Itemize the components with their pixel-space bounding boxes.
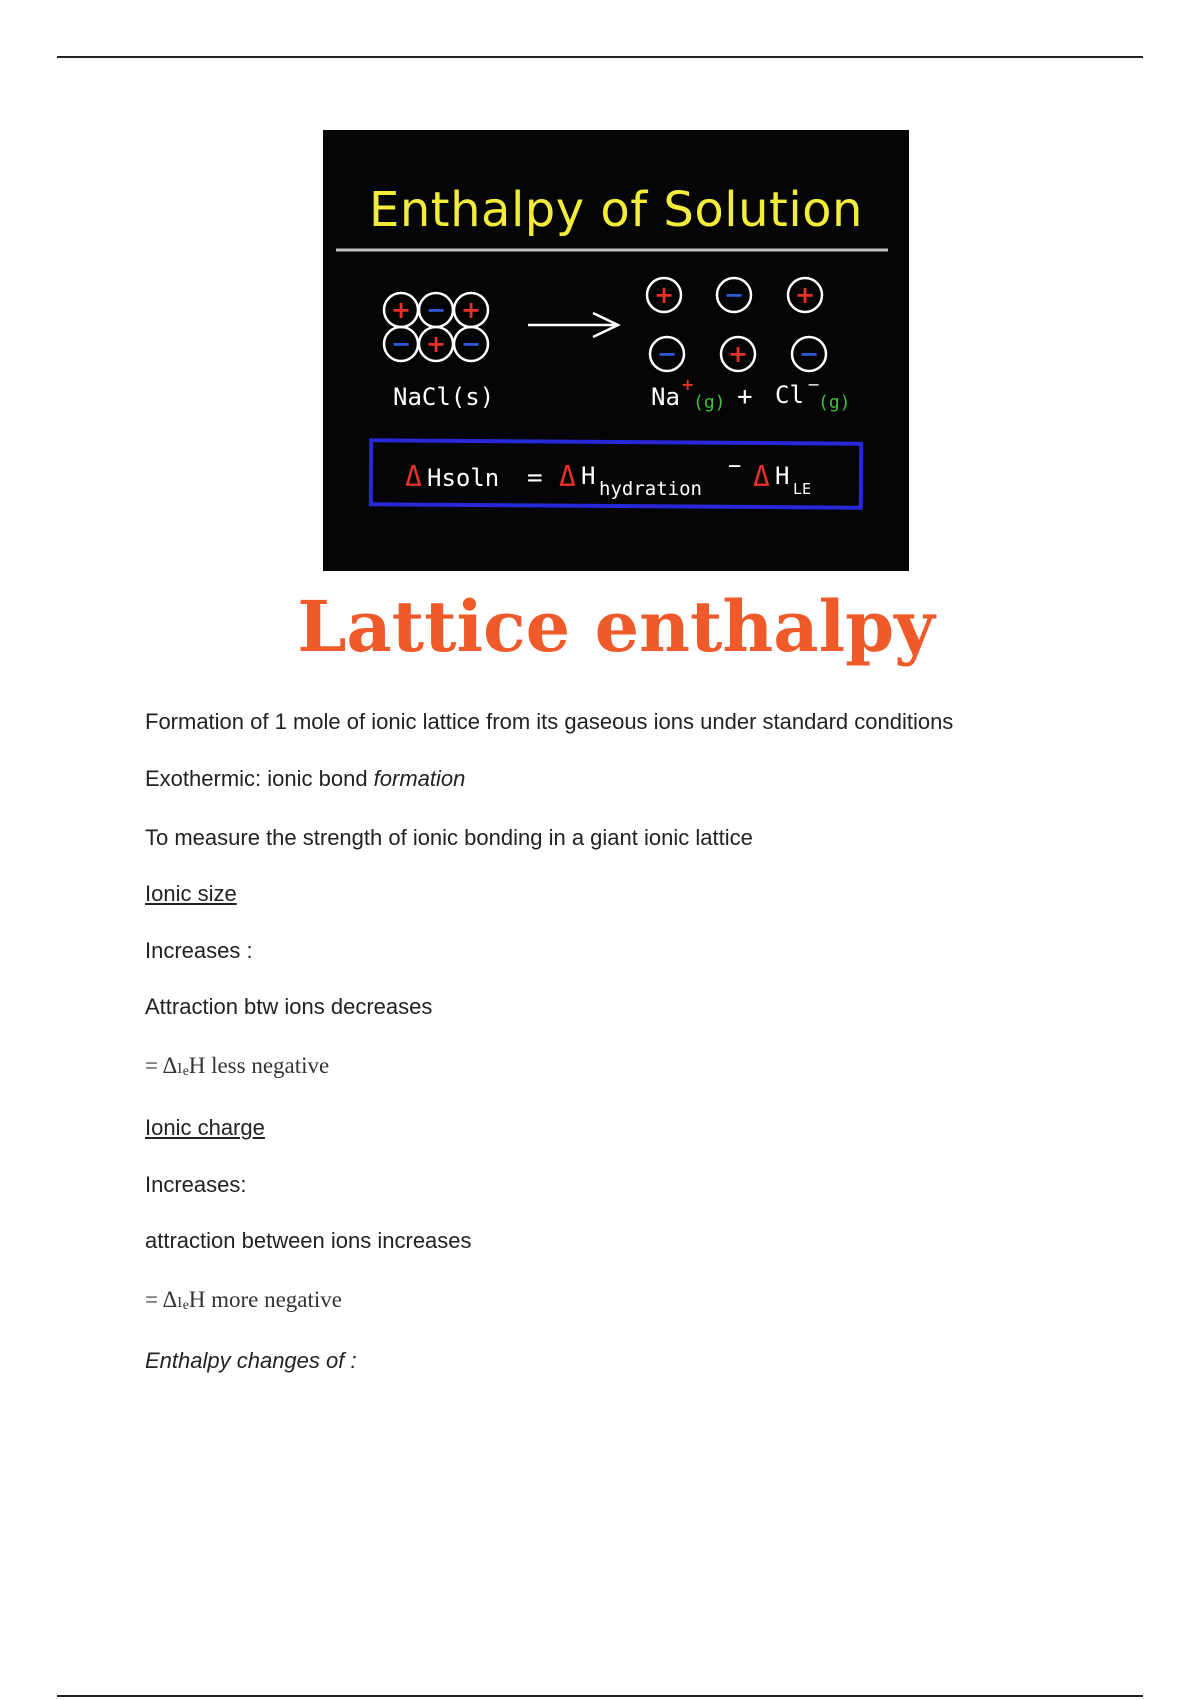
cl-state: (g) [818, 392, 851, 413]
ionic-size-heading: Ionic size [145, 881, 237, 906]
hydration-subscript: hydration [599, 478, 702, 500]
equation [405, 454, 811, 500]
enthalpy-of-solution-figure [323, 130, 909, 571]
attraction-decreases-line: Attraction btw ions decreases [145, 994, 433, 1019]
less-negative-line: = ΔₗₑH less negative [145, 1053, 330, 1078]
plus-join: + [737, 382, 753, 412]
exothermic-text: Exothermic: ionic bond [145, 766, 374, 791]
le-subscript: LE [793, 480, 812, 498]
minus-sign: − [798, 340, 820, 368]
minus-sign: − [656, 340, 678, 368]
plus-sign: + [794, 281, 816, 309]
enthalpy-changes-line: Enthalpy changes of : [145, 1348, 357, 1373]
plus-sign: + [390, 296, 412, 324]
formation-italic: formation [373, 766, 466, 791]
delta-symbol: Δ [753, 460, 770, 493]
equals-sign: = [527, 463, 543, 493]
section-heading: Lattice enthalpy [297, 585, 935, 668]
cl-label: Cl [775, 381, 804, 409]
minus-sign: − [425, 296, 447, 324]
delta-symbol: Δ [405, 460, 422, 493]
h-le: H [775, 462, 790, 490]
minus-sign: − [390, 330, 412, 358]
minus-operator: − [728, 454, 742, 479]
nacl-label: NaCl(s) [393, 383, 495, 411]
plus-sign: + [460, 296, 482, 324]
definition-line: Formation of 1 mole of ionic lattice from its gaseous ions under standard conditions [145, 709, 954, 734]
h-hydration: H [581, 462, 596, 490]
more-negative-line: = ΔₗₑH more negative [145, 1287, 342, 1312]
cl-charge: − [807, 375, 821, 394]
h-soln: Hsoln [427, 464, 500, 492]
plus-sign: + [425, 330, 447, 358]
products-label [651, 375, 851, 413]
reaction-arrow [528, 313, 618, 337]
plus-sign: + [653, 281, 675, 309]
figure-title: Enthalpy of Solution [369, 182, 863, 238]
na-charge: + [681, 375, 695, 394]
size-increases-line: Increases : [145, 938, 253, 963]
na-label: Na [651, 383, 680, 411]
charge-increases-line: Increases: [145, 1172, 247, 1197]
purpose-line: To measure the strength of ionic bonding in a giant ionic lattice [145, 825, 753, 850]
top-rule [57, 56, 1143, 58]
figure-drawing [323, 130, 909, 571]
ionic-charge-heading: Ionic charge [145, 1115, 265, 1140]
attraction-increases-line: attraction between ions increases [145, 1228, 472, 1253]
delta-symbol: Δ [559, 460, 576, 493]
bottom-rule [57, 1695, 1143, 1697]
minus-sign: − [460, 330, 482, 358]
plus-sign: + [727, 340, 749, 368]
minus-sign: − [723, 281, 745, 309]
na-state: (g) [693, 392, 726, 413]
exothermic-line [145, 765, 465, 793]
gaseous-signs [654, 281, 819, 368]
